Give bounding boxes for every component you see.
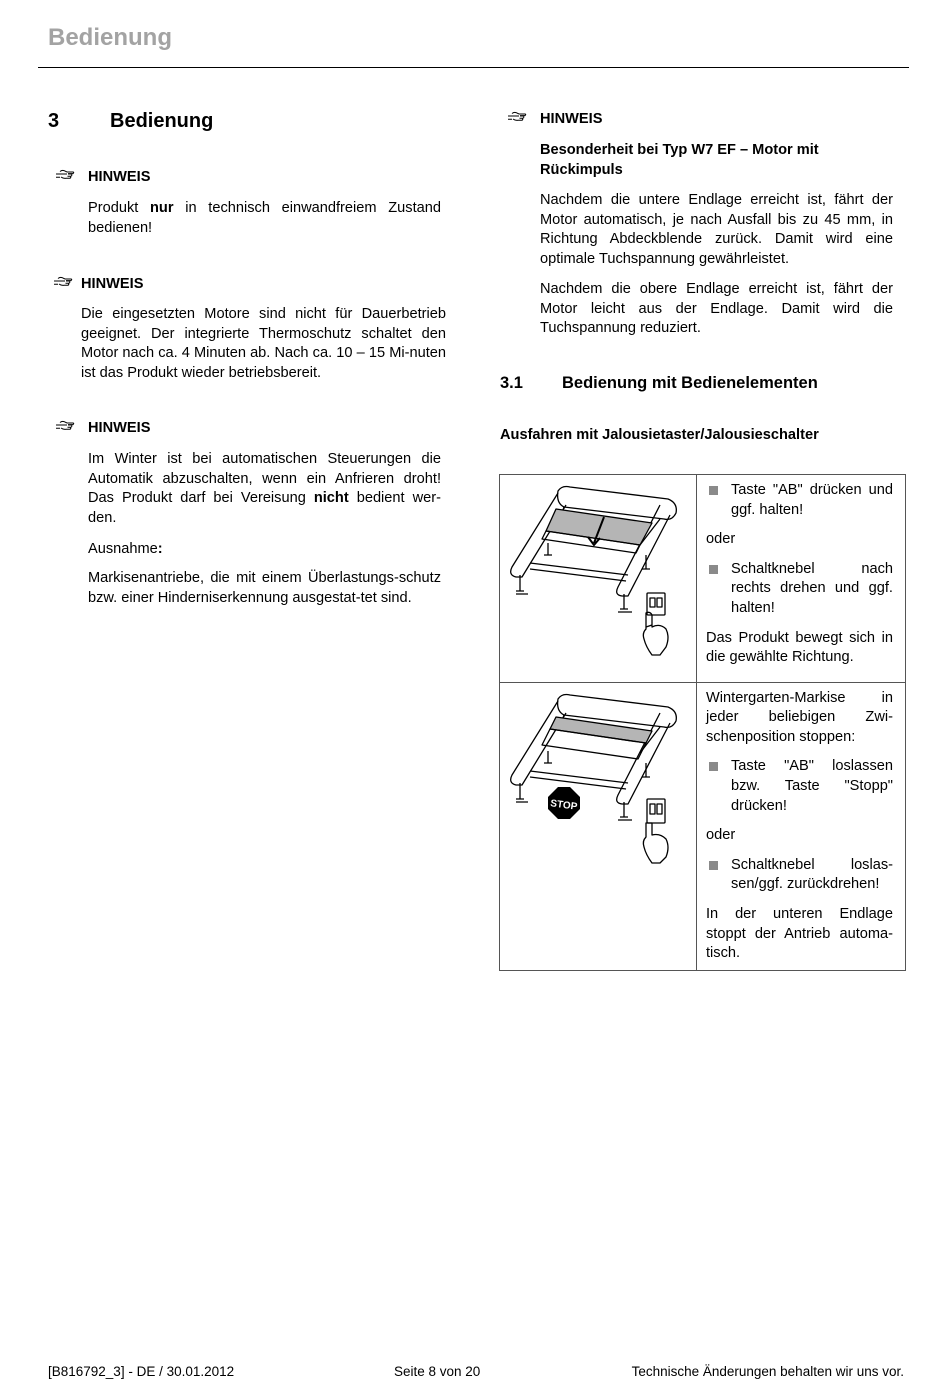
awning-extend-figure	[500, 475, 696, 675]
note-2-text: Die eingesetzten Motore sind nicht für Dauerbetrieb geeignet. Der integrierte Thermoschutz schaltet den Motor nach ca. 4 Minuten ab. Nach ca. 10 – 15 Mi-nuten ist das Produkt wieder betriebsbereit.	[81, 306, 446, 381]
instruction-bullet: Taste "AB" loslassen bzw. Taste "Stopp" drücken!	[706, 757, 893, 816]
instruction-bullet: Schaltknebel nach rechts drehen und ggf. halten!	[706, 560, 893, 619]
bullet-item	[706, 481, 893, 520]
note-3-text-3: Markisenantriebe, die mit einem Überlastungs-schutz bzw. einer Hinderniserkennung ausgestat-tet sind.	[88, 570, 441, 606]
subheading: Ausfahren mit Jalousietaster/Jalousieschalter	[500, 427, 819, 443]
figure-cell	[500, 475, 697, 683]
chapter-title: Bedienung	[110, 110, 214, 132]
note-2-title: HINWEIS	[81, 276, 144, 292]
section-number: 3.1	[500, 374, 523, 392]
footer-disclaimer: Technische Änderungen behalten wir uns vor.	[631, 1364, 904, 1379]
note-3-title: HINWEIS	[88, 420, 151, 436]
pointing-hand-icon	[53, 276, 73, 288]
bullet-item	[706, 856, 893, 895]
instruction-text: In der unteren Endlage stoppt der Antrieb automa-tisch.	[706, 905, 893, 962]
footer-page-number: Seite 8 von 20	[394, 1364, 481, 1379]
footer-doc-id: [B816792_3] - DE / 30.01.2012	[48, 1364, 235, 1379]
note-right-text-1: Nachdem die untere Endlage erreicht ist, fährt der Motor automatisch, je nach Ausfall bis zu 45 mm, in Richtung Abdeckblende zurück. Damit wird eine optimale Tuchspannung gewährleistet.	[540, 192, 893, 267]
stop-sign-label: STOP	[549, 797, 578, 813]
note-right-subtitle: Besonderheit bei Typ W7 EF – Motor mit Rückimpuls	[540, 142, 819, 178]
pointing-hand-icon	[507, 111, 527, 123]
awning-stop-figure	[500, 683, 696, 883]
instruction-cell	[697, 682, 906, 970]
instruction-cell	[697, 475, 906, 683]
table-row	[500, 682, 906, 970]
chapter-number: 3	[48, 110, 60, 132]
header-rule	[38, 67, 909, 68]
table-row	[500, 475, 906, 683]
note-right-title: HINWEIS	[540, 111, 603, 127]
note-right-text-2: Nachdem die obere Endlage erreicht ist, fährt der Motor leicht aus der Endlage. Damit wird die Tuchspannung reduziert.	[540, 281, 893, 337]
instruction-text: oder	[706, 827, 736, 844]
note-3-text-1: Im Winter ist bei automatischen Steuerungen die Automatik abzuschalten, wenn ein Anfrieren droht! Das Produkt darf bei Vereisung nicht bedient wer-den.	[88, 451, 441, 526]
figure-cell	[500, 682, 697, 970]
note-1-text: Produkt nur in technisch einwandfreiem Zustand bedienen!	[88, 200, 441, 236]
bullet-item	[706, 560, 893, 619]
pointing-hand-icon	[55, 169, 75, 181]
section-title: Bedienung mit Bedienelementen	[562, 374, 818, 392]
instruction-text: oder	[706, 531, 736, 548]
instruction-text: Das Produkt bewegt sich in die gewählte Richtung.	[706, 629, 893, 666]
note-1-title: HINWEIS	[88, 169, 151, 185]
pointing-hand-icon	[55, 420, 75, 432]
operation-table	[499, 474, 906, 971]
instruction-bullet: Schaltknebel loslas-sen/ggf. zurückdrehen!	[706, 856, 893, 895]
note-3-text-2: Ausnahme:	[88, 541, 163, 557]
instruction-bullet: Taste "AB" drücken und ggf. halten!	[706, 481, 893, 520]
bullet-item	[706, 757, 893, 816]
instruction-text: Wintergarten-Markise in jeder beliebigen Zwi-schenposition stoppen:	[706, 689, 893, 745]
running-header: Bedienung	[48, 24, 172, 51]
